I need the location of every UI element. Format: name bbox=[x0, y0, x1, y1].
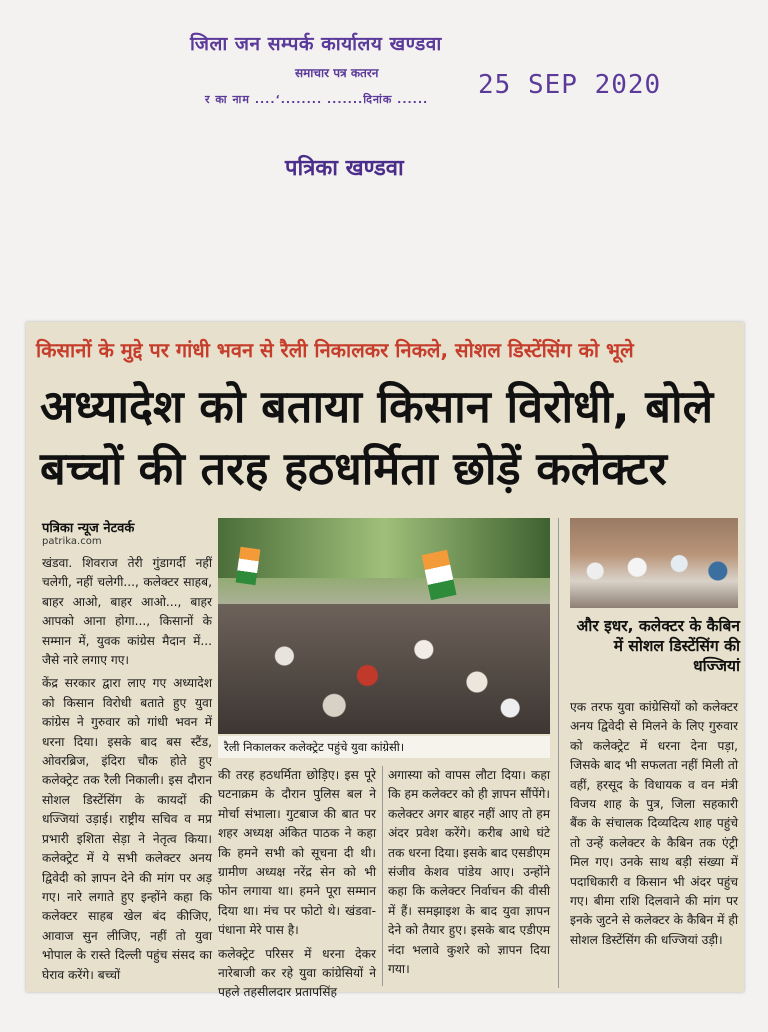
rally-photo bbox=[218, 518, 550, 734]
column-2 bbox=[218, 766, 376, 1007]
column-3 bbox=[388, 766, 550, 983]
column-1 bbox=[42, 554, 212, 989]
column-divider bbox=[558, 518, 559, 988]
stamp-paper-line: र का नाम ....‘........ .......दिनांक ...... bbox=[205, 93, 429, 106]
collector-cabin-photo bbox=[570, 518, 738, 608]
site-credit: patrika.com bbox=[42, 536, 102, 547]
column-3-para-1: अगास्या को वापस लौटा दिया। कहा कि हम कलेक्टर को ही ज्ञापन सौंपेंगे। कलेक्टर अगर बाहर नहीं आए तो हम अंदर प्रवेश करेंगे। करीब आधे घंटे तक धरना दिया। इसके बाद एसडीएम संजीव केशव पांडेय आए। उन्होंने कहा कि कलेक्टर निर्वाचन की वीसी में हैं। समझाइश के बाद युवा ज्ञापन देने को तैयार हुए। इसके बाद एडीएम नंदा भलावे कुशरे को ज्ञापन दिया गया। bbox=[388, 768, 550, 977]
stamp-date: 25 SEP 2020 bbox=[478, 70, 662, 100]
column-4-para-1: एक तरफ युवा कांग्रेसियों को कलेक्टर अनय द्विवेदी से मिलने के लिए गुरुवार को कलेक्ट्रेट में धरना देना पड़ा, जिसके बाद भी सफलता नहीं मिली तो वहीं, हरसूद के विधायक व वन मंत्री विजय शाह के पुत्र, जिला सहकारी बैंक के संचालक दिव्यदित्य शाह पहुंचे तो उन्हें कलेक्टर के कैबिन तक एंट्री मिल गए। उनके साथ बड़ी संख्या में पदाधिकारी व किसान भी अंदर पहुंच गए। बीमा राशि दिलवाने की मांग पर इनके जुटने से कलेक्टर के कैबिन में ही सोशल डिस्टेंसिंग की धज्जियां उड़ी। bbox=[570, 700, 738, 947]
column-1-para-2: केंद्र सरकार द्वारा लाए गए अध्यादेश को किसान विरोधी बताते हुए युवा कांग्रेस ने गुरुवार को गांधी भवन में धरना दिया। इसके बाद बस स्टैंड, ओवरब्रिज, इंदिरा चौक होते हुए कलेक्ट्रेट तक रैली निकाली। इस दौरान सोशल डिस्टेंसिंग के कायदों की धज्जियां उड़ाई। राष्ट्रीय सचिव व मप्र प्रभारी इशिता सेड़ा ने नेतृत्व किया। कलेक्ट्रेट में ये सभी कलेक्टर अनय द्विवेदी को ज्ञापन देने की मांग पर अड़ गए। नारे लगाते हुए इन्होंने कहा कि कलेक्टर साहब खेल बंद कीजिए, आवाज सुन लीजिए, नहीं तो युवा भोपाल के रास्ते दिल्ली पहुंच संसद का घेराव करेंगे। बच्चों bbox=[42, 676, 212, 982]
newspaper-clipping bbox=[26, 322, 744, 1000]
photo-crowd bbox=[218, 604, 550, 734]
column-2-para-1: की तरह हठधर्मिता छोड़िए। इस पूरे घटनाक्रम के दौरान पुलिस बल ने मोर्चा संभाला। गुटबाज की बात पर शहर अध्यक्ष अंकित पाठक ने कहा कि हमने सभी को सूचना दी थी। ग्रामीण अध्यक्ष नरेंद्र सेन को भी फोन लगाया था। हमने पूरा सम्मान दिया था। मंच पर फोटो थे। खंडवा-पंधाना मेरे पास है। bbox=[218, 768, 376, 938]
photo-caption: रैली निकालकर कलेक्ट्रेट पहुंचे युवा कांग्रेसी। bbox=[218, 736, 550, 758]
byline: पत्रिका न्यूज नेटवर्क bbox=[42, 521, 135, 536]
side-story-heading: और इधर, कलेक्टर के कैबिन में सोशल डिस्टेंसिंग की धज्जियां bbox=[576, 617, 740, 675]
headline-line-2: बच्चों की तरह हठधर्मिता छोड़ें कलेक्टर bbox=[40, 442, 667, 495]
stamp-section: समाचार पत्र कतरन bbox=[295, 66, 379, 80]
photo-trees bbox=[218, 518, 550, 578]
column-4 bbox=[570, 698, 738, 954]
flag-icon bbox=[236, 547, 261, 585]
newspaper-name: पत्रिका खण्डवा bbox=[285, 156, 404, 181]
photo-people bbox=[570, 534, 738, 608]
article-kicker: किसानों के मुद्दे पर गांधी भवन से रैली निकालकर निकले, सोशल डिस्टेंसिंग को भूले bbox=[36, 338, 634, 362]
column-divider bbox=[382, 766, 383, 986]
column-2-para-2: कलेक्ट्रेट परिसर में धरना देकर नारेबाजी कर रहे युवा कांग्रेसियों ने पहले तहसीलदार प्रतापसिंह bbox=[218, 946, 376, 1000]
stamp-office-name: जिला जन सम्पर्क कार्यालय खण्डवा bbox=[190, 33, 442, 55]
column-1-para-1: खंडवा. शिवराज तेरी गुंडागर्दी नहीं चलेगी, नहीं चलेगी..., कलेक्टर साहब, बाहर आओ, बाहर आओ..., बाहर आपको आना होगा..., किसानों के सम्मान में, युवक कांग्रेस मैदान में... जैसे नारे लगाए गए। bbox=[42, 556, 212, 668]
headline-line-1: अध्यादेश को बताया किसान विरोधी, बोले bbox=[40, 380, 714, 433]
